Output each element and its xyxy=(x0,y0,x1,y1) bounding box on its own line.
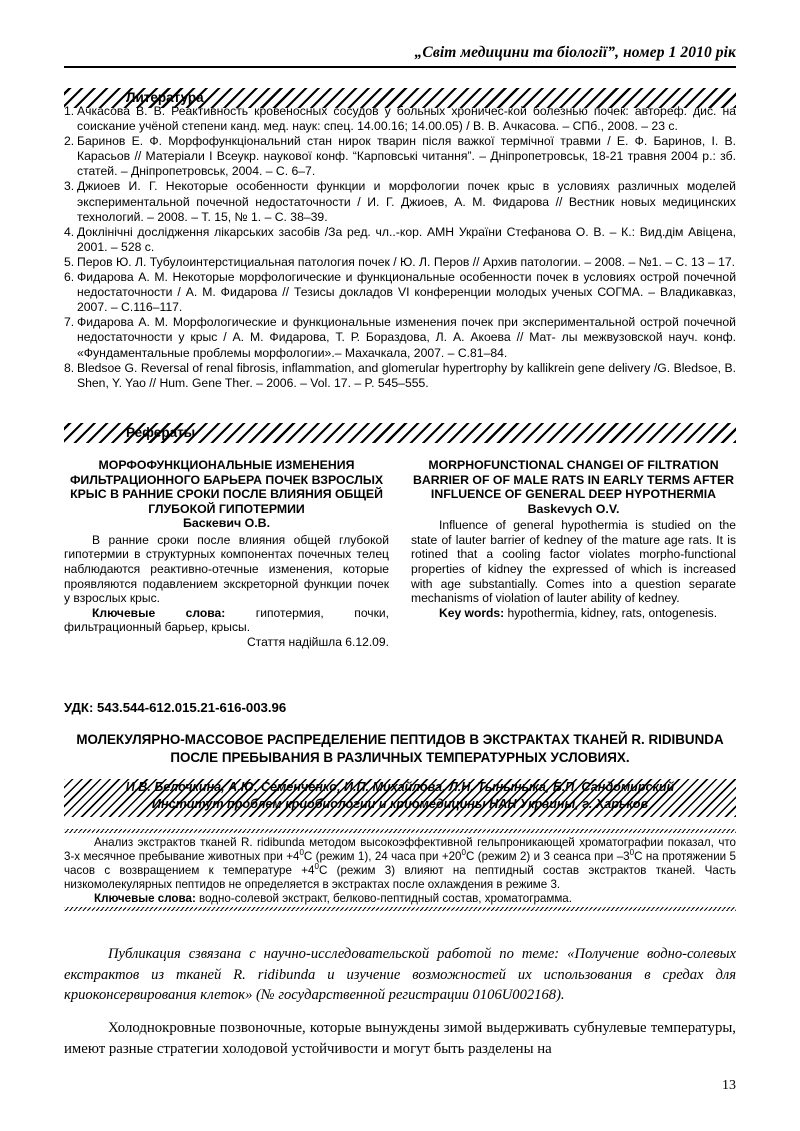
list-item xyxy=(64,134,736,179)
article-title: МОЛЕКУЛЯРНО-МАССОВОЕ РАСПРЕДЕЛЕНИЕ ПЕПТИДОВ В ЭКСТРАКТАХ ТКАНЕЙ R. RIDIBUNDA ПОСЛЕ ПРЕБЫВАНИЯ В РАЗЛИЧНЫХ ТЕМПЕРАТУРНЫХ УСЛОВИЯХ. xyxy=(76,732,724,765)
reference-list xyxy=(64,104,736,391)
abstracts-section-bar xyxy=(64,423,736,443)
reference-text: Ачкасова В. В. Реактивность кровеносных сосудов у больных хроничес-кой болезнью почек: автореф. дис. на соискание учёной степени канд. мед. наук: спец. 14.00.16; 14.00.05) / В. В. Ачкасова. – СПб., 2008. – 23 с. xyxy=(77,104,736,134)
reference-number: 5. xyxy=(64,254,75,269)
summary-keywords xyxy=(64,892,736,906)
abstract-received-date: Стаття надійшла 6.12.09. xyxy=(246,635,389,650)
article-authors-block xyxy=(64,779,736,817)
list-item xyxy=(64,104,736,134)
abstract-english xyxy=(411,458,736,650)
keywords-value-en: hypothermia, kidney, rats, ontogenesis. xyxy=(504,605,718,620)
reference-text: Перов Ю. Л. Тубулоинтерстициальная патология почек / Ю. Л. Перов // Архив патологии. – 2008. – №1. – С. 13 – 17. xyxy=(77,254,736,269)
degree-symbol-1: 0 xyxy=(299,848,304,858)
summary-text-3: С (режим 2) и 3 сеанса при –3 xyxy=(465,850,630,863)
abstract-russian xyxy=(64,458,389,650)
abstract-keywords-ru xyxy=(64,606,389,635)
article-authors: И.В. Белочкина, А.Ю. Семенченко, И.П. Михайлова, Л.Н. Тыныныка, Б.П. Сандомирский xyxy=(125,780,675,794)
article-body-paragraph: Холоднокровные позвоночные, которые вынуждены зимой выдерживать субнулевые температуры, имеют разные стратегии холодовой устойчивости и могут быть разделены на xyxy=(64,1020,736,1057)
keywords-value-ru: гипотермия, почки, фильтрационный барьер, крысы. xyxy=(64,605,389,635)
abstract-title-en: MORPHOFUNCTIONAL CHANGEI OF FILTRATION BARRIER OF OF MALE RATS IN EARLY TERMS AFTER INFLUENCE OF GENERAL DEEP HYPOTHERMIA xyxy=(412,458,735,502)
article-affiliation: Институт проблем криобиологии и криомедицины НАН Украины, г. Харьков xyxy=(151,797,649,811)
summary-text-4: С на протяжении 5 часов с возвращением к температуре +4 xyxy=(64,850,736,877)
running-head-rule xyxy=(64,66,736,68)
reference-text: Джиоев И. Г. Некоторые особенности функции и морфологии почек крыс в условиях различных моделей экспериментальной почечной недостаточности / И. Г. Джиоев, А. М. Фидарова // Вестник новых медицинских технологий. – 2008. – Т. 15, № 1. – С. 38–39. xyxy=(77,179,736,224)
list-item xyxy=(64,315,736,360)
page-number: 13 xyxy=(722,1078,736,1093)
list-item xyxy=(64,179,736,224)
summary-text-5: С (режим 3) влияют на пептидный состав экстрактов тканей. Часть низкомолекулярных пептидов не определяется в экстрактах после охлаждения в режиме 3. xyxy=(64,864,736,891)
list-item xyxy=(64,270,736,315)
article-summary xyxy=(64,836,736,906)
abstract-body-en: Influence of general hypothermia is studied on the state of lauter barrier of kedney of the mature age rats. It is rotined that a cooling factor violates morpho-functional properties of kidney the expressed of which is increased with age substantially. Comes into a question separate mechanisms of violation of lauter ability of kedney. xyxy=(411,518,736,606)
summary-text-1: Анализ экстрактов тканей R. ridibunda методом высокоэффективной гельпроникающей хроматографии показал, что 3-х месячное пребывание животных при +4 xyxy=(64,836,736,863)
abstracts-container xyxy=(64,458,736,650)
summary-bottom-rule xyxy=(64,907,736,911)
abstract-title-ru: МОРФОФУНКЦИОНАЛЬНЫЕ ИЗМЕНЕНИЯ ФИЛЬТРАЦИОННОГО БАРЬЕРА ПОЧЕК ВЗРОСЛЫХ КРЫС В РАННИЕ СРОКИ ПОСЛЕ ВЛИЯНИЯ ОБЩЕЙ ГЛУБОКОЙ ГИПОТЕРМИИ xyxy=(69,458,384,516)
degree-symbol-4: 0 xyxy=(314,862,319,872)
reference-text: Доклінічні дослідження лікарських засобів /За ред. чл..-кор. АМН України Стефанова О. В. – К.: Вид.дім Авіцена, 2001. – 528 с. xyxy=(77,224,736,254)
degree-symbol-2: 0 xyxy=(461,848,466,858)
reference-number: 3. xyxy=(64,179,75,194)
reference-number: 2. xyxy=(64,134,75,149)
list-item xyxy=(64,225,736,255)
reference-text: Фидарова А. М. Некоторые морфологические и функциональные особенности почек в условиях острой почечной недостаточности / А. М. Фидарова // Тезисы докладов VI конференции молодых ученых СОГМА. – Владикавказ, 2007. – С.116–117. xyxy=(77,270,736,315)
reference-number: 8. xyxy=(64,360,75,375)
references-section-label: Литература xyxy=(126,90,204,105)
reference-number: 1. xyxy=(64,104,75,118)
reference-text: Баринов Е. Ф. Морфофункціональний стан нирок тварин після важкої термічної травми / Е. Ф. Баринов, І. В. Карасьов // Матеріали I Всеукр. наукової конф. “Карповські читання”. – Дніпропетровськ, 18-21 травня 2004 р.: зб. статей. – Дніпропетровськ, 2004. – С. 6–7. xyxy=(77,134,736,179)
list-item xyxy=(64,255,736,270)
keywords-label-en: Key words: xyxy=(439,605,505,620)
reference-number: 4. xyxy=(64,224,75,239)
reference-text: Bledsoe G. Reversal of renal fibrosis, inflammation, and glomerular hypertrophy by kallikrein gene delivery /G. Bledsoe, B. Shen, Y. Yao // Hum. Gene Ther. – 2006. – Vol. 17. – P. 545–555. xyxy=(77,360,736,390)
list-item xyxy=(64,361,736,391)
keywords-label-ru: Ключевые слова: xyxy=(92,605,226,620)
summary-top-rule xyxy=(64,829,736,833)
summary-keywords-label: Ключевые слова: xyxy=(94,892,196,905)
summary-keywords-value: водно-солевой экстракт, белково-пептидный состав, хроматограмма. xyxy=(195,892,572,905)
abstracts-section-label: Рефераты xyxy=(126,425,196,440)
udk-code: УДК: 543.544-612.015.21-616-003.96 xyxy=(64,700,287,715)
summary-text-2: С (режим 1), 24 часа при +20 xyxy=(303,850,462,863)
summary-paragraph xyxy=(64,836,736,892)
reference-number: 6. xyxy=(64,270,75,285)
reference-text: Фидарова А. М. Морфологические и функциональные изменения почек при экспериментальной острой почечной недостаточности у крыс / А. М. Фидарова, Т. Р. Бораздова, Л. А. Акоева // Мат- лы межвузовской науч. конф. «Фундаментальные проблемы морфологии».– Махачкала, 2007. – С.81–84. xyxy=(77,315,736,360)
abstract-keywords-en xyxy=(411,606,736,621)
running-head: „Світ медицини та біології”, номер 1 2010 рік xyxy=(414,44,736,61)
abstract-author-en: Baskevych O.V. xyxy=(527,501,620,516)
degree-symbol-3: 0 xyxy=(629,848,635,858)
reference-number: 7. xyxy=(64,315,75,330)
abstract-author-ru: Баскевич О.В. xyxy=(182,516,271,531)
abstract-body-ru: В ранние сроки после влияния общей глубокой гипотермии в структурных компонентах почечных телец наблюдаются реактивно-отечные изменения, которые проявляются подавлением экскреторной функции почек у взрослых крыс. xyxy=(64,532,389,606)
publication-note: Публикация сзвязана с научно-исследовательской работой по теме: «Получение водно-солевых екстрактов из тканей R. ridibunda и изучение возможностей их использования в средах для криоконсервирования клеток» (№ государственной регистрации 0106U002168). xyxy=(64,946,736,1004)
